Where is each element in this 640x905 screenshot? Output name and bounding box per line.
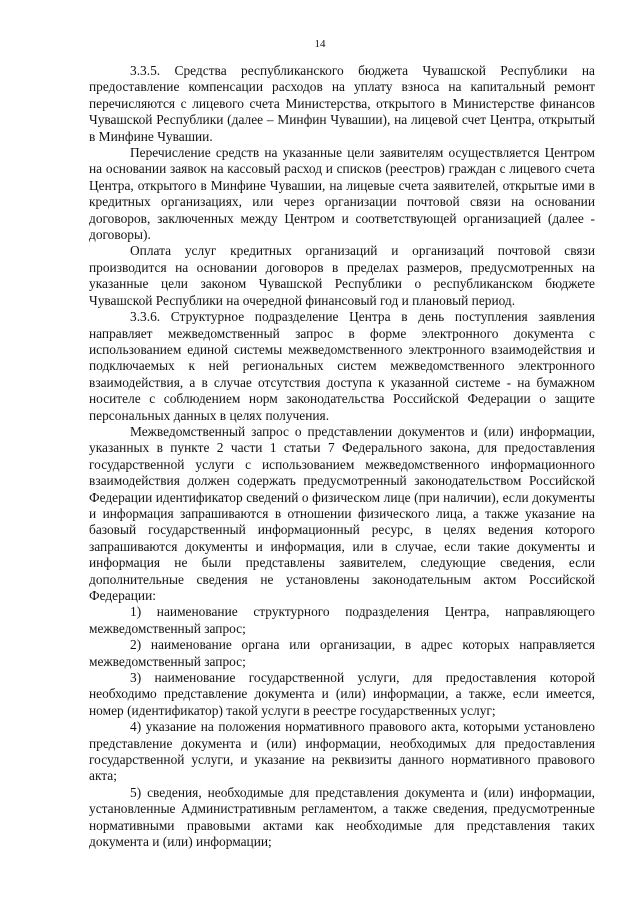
list-item-3: 3) наименование государственной услуги, для предоставления которой необходимо представление документа и (или) информации, а также, если имеется, номер (идентификатор) такой услуги в реестре государственных услуг;: [89, 670, 595, 718]
paragraph-transfer-of-funds: Перечисление средств на указанные цели заявителям осуществляется Центром на основании заявок на кассовый расход и списков (реестров) граждан с лицевого счета Центра, открытого в Минфине Чувашии, на лицевые счета заявителей, открытые ими в кредитных организациях, или через организации почтовой связи на основании договоров, заключенных между Центром и соответствующей организацией (далее - договоры).: [89, 145, 595, 243]
paragraph-3-3-5: 3.3.5. Средства республиканского бюджета Чувашской Республики на предоставление компенсации расходов на уплату взноса на капитальный ремонт перечисляются с лицевого счета Министерства, открытого в Министерстве финансов Чувашской Республики (далее – Минфин Чувашии), на лицевой счет Центра, открытый в Минфине Чувашии.: [89, 63, 595, 144]
page-number: 14: [314, 38, 326, 50]
document-body: [89, 63, 595, 851]
list-item-1: 1) наименование структурного подразделения Центра, направляющего межведомственный запрос;: [89, 604, 595, 636]
list-item-2: 2) наименование органа или организации, в адрес которых направляется межведомственный запрос;: [89, 637, 595, 669]
paragraph-payment-of-services: Оплата услуг кредитных организаций и организаций почтовой связи производится на основании договоров в пределах размеров, предусмотренных на указанные цели законом Чувашской Республики о республиканском бюджете Чувашской Республики на очередной финансовый год и плановый период.: [89, 243, 595, 308]
paragraph-interagency-request: Межведомственный запрос о представлении документов и (или) информации, указанных в пункте 2 части 1 статьи 7 Федерального закона, для предоставления государственной услуги с использованием межведомственного информационного взаимодействия должен содержать предусмотренный законодательством Российской Федерации идентификатор сведений о физическом лице (при наличии), если документы и информация запрашиваются в отношении физического лица, а также указание на базовый государственный информационный ресурс, в целях ведения которого запрашиваются документы и информация, или в случае, если такие документы и информация не были представлены заявителем, следующие сведения, если дополнительные сведения не установлены законодательным актом Российской Федерации:: [89, 423, 595, 603]
list-item-5: 5) сведения, необходимые для представления документа и (или) информации, установленные Административным регламентом, а также сведения, предусмотренные нормативными правовыми актами как необходимые для представления таких документа и (или) информации;: [89, 784, 595, 850]
paragraph-3-3-6: 3.3.6. Структурное подразделение Центра в день поступления заявления направляет межведомственный запрос в форме электронного документа с использованием единой системы межведомственного электронного взаимодействия и подключаемых к ней региональных систем межведомственного электронного взаимодействия, а в случае отсутствия доступа к указанной системе - на бумажном носителе с соблюдением норм законодательства Российской Федерации о защите персональных данных в целях получения.: [89, 309, 595, 423]
list-item-4: 4) указание на положения нормативного правового акта, которыми установлено представление документа и (или) информации, необходимых для предоставления государственной услуги, и указание на реквизиты данного нормативного правового акта;: [89, 719, 595, 784]
